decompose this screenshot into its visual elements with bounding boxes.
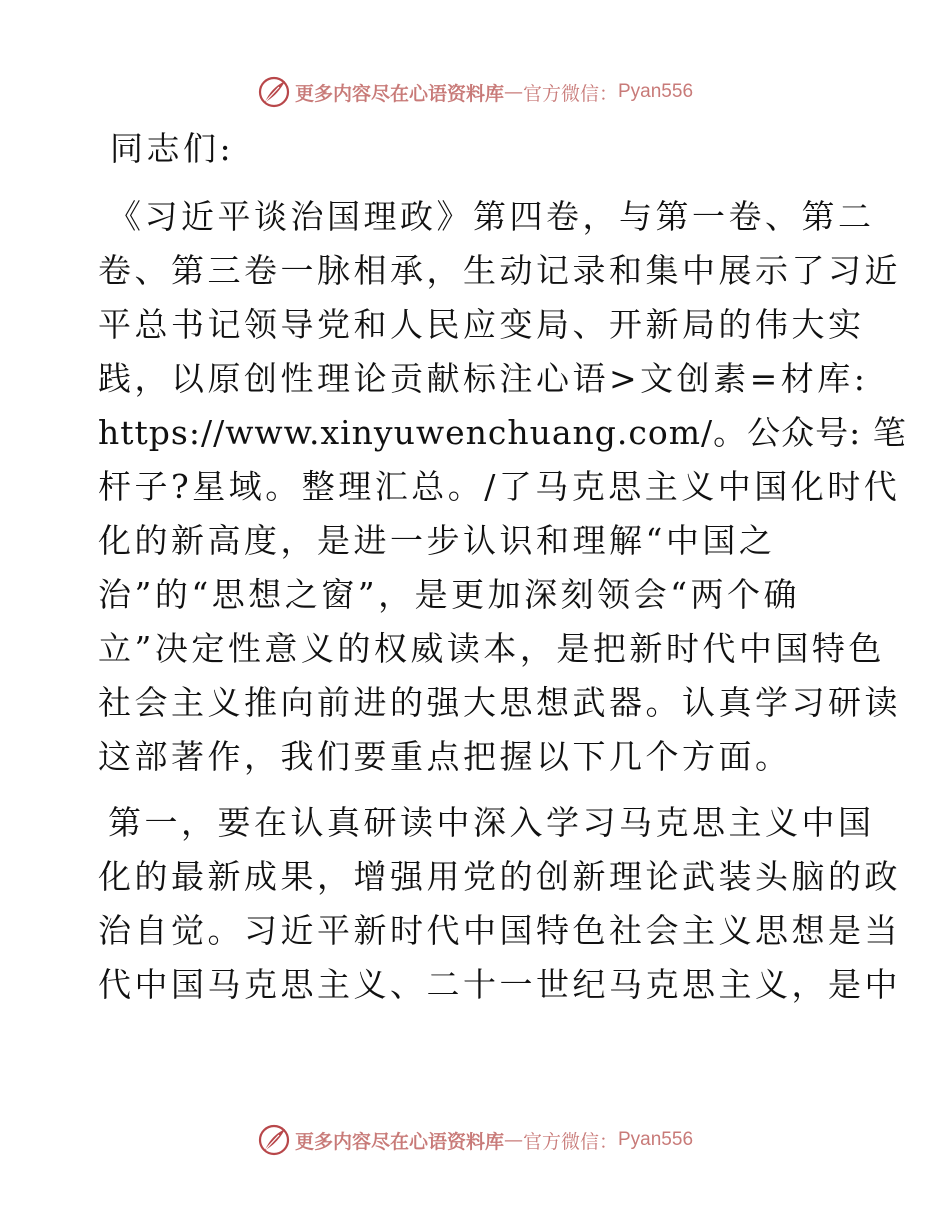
paragraph-line: 平总书记领导党和人民应变局、开新局的伟大实 (98, 305, 865, 344)
wechat-label: 官方微信： (522, 82, 618, 105)
paragraph-line: 第一，要在认真研读中深入学习马克思主义中国 (108, 803, 875, 842)
brand-text: 更多内容尽在心语资料库 (294, 1130, 504, 1153)
paragraph-line: 治”的“思想之窗”，是更加深刻领会“两个确 (98, 575, 800, 614)
brand-text: 更多内容尽在心语资料库 (294, 82, 504, 105)
paragraph-line: 卷、第三卷一脉相承，生动记录和集中展示了习近 (98, 251, 901, 290)
paragraph-line: 代中国马克思主义、二十一世纪马克思主义，是中 (98, 965, 901, 1004)
header-watermark (0, 72, 950, 112)
paragraph-line: 这部著作，我们要重点把握以下几个方面。 (98, 737, 792, 776)
document-body (98, 122, 907, 1012)
paragraph-line: 治自觉。习近平新时代中国特色社会主义思想是当 (98, 911, 901, 950)
paragraph-line: 立”决定性意义的权威读本，是把新时代中国特色 (98, 629, 885, 668)
paragraph-line: 化的最新成果，增强用党的创新理论武装头脑的政 (98, 857, 901, 896)
quill-pen-icon (257, 75, 291, 109)
wechat-label: 官方微信： (522, 1130, 618, 1153)
paragraph-line: 《习近平谈治国理政》第四卷，与第一卷、第二 (108, 197, 875, 236)
paragraph-1 (98, 190, 907, 784)
paragraph-line: 化的新高度，是进一步认识和理解“中国之 (98, 521, 776, 560)
wechat-id: Pyan556 (618, 1129, 694, 1150)
quill-pen-icon (257, 1123, 291, 1157)
paragraph-2 (98, 796, 901, 1012)
footer-watermark (0, 1120, 950, 1160)
brand-separator: — (503, 81, 523, 103)
paragraph-line: 践，以原创性理论贡献标注心语>文创素=材库: (98, 359, 869, 398)
greeting: 同志们: (110, 129, 235, 168)
brand-separator: — (503, 1129, 523, 1151)
paragraph-line: 社会主义推向前进的强大思想武器。认真学习研读 (98, 683, 901, 722)
wechat-id: Pyan556 (618, 81, 694, 102)
paragraph-line: 杆子?星域。整理汇总。/了马克思主义中国化时代 (98, 467, 901, 506)
paragraph-line: https://www.xinyuwenchuang.com/。公众号: 笔 (98, 413, 907, 452)
